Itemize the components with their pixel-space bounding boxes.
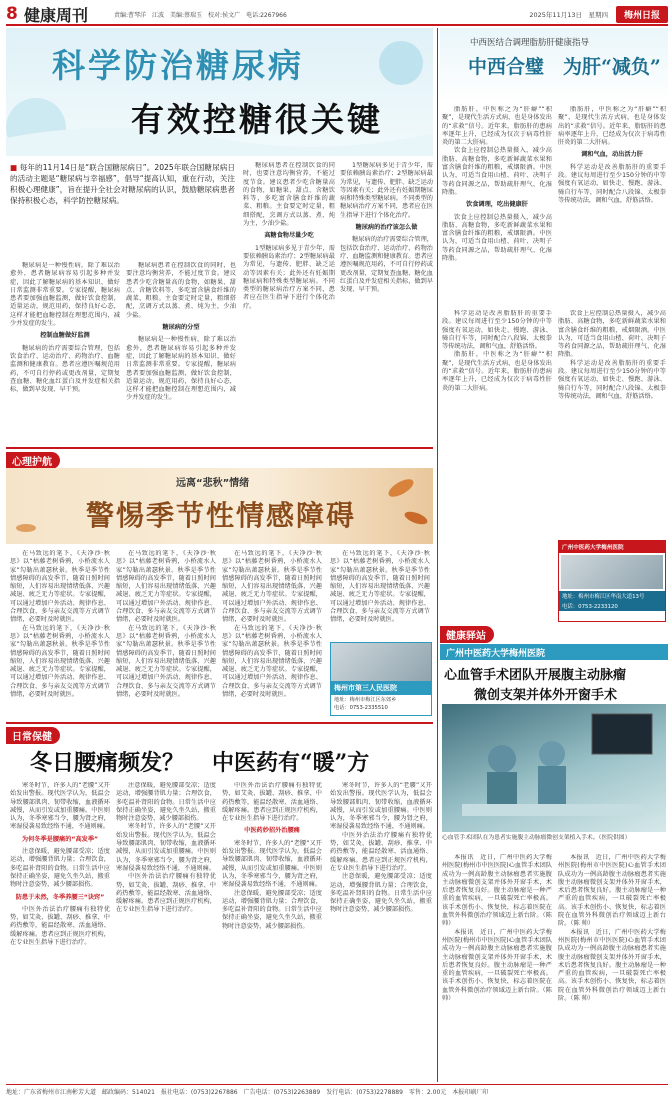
seasonal-col-2: 在马致远的笔下，《天净沙·秋思》以“枯藤老树昏鸦，小桥流水人家”勾勒出萧瑟秋景。秋季是季节性情感障碍的高发季节，随着日照时间缩短，人们容易出现情绪低落、兴趣减退、疲乏无力等症状。专家提醒，可以通过增加户外活动、规律作息、合理饮食、多与亲友交流等方式调节情绪，必要时及时就医。 在马致远的笔下，《天净沙·秋思》以“枯藤老树昏鸦，小桥流水人家”勾勒出萧瑟秋景。秋季是季节性情感障碍的高发季节，随着日照时间缩短，人们容易出现情绪低落、兴趣减退、疲乏无力等症状。专家提醒，可以通过增加户外活动、规律作息、合理饮食、多与亲友交流等方式调节情绪，必要时及时就医。 xyxy=(116,550,216,699)
tcm-title: 中西合璧 为肝“减负” xyxy=(468,56,661,78)
surgery-photo xyxy=(442,704,666,832)
seasonal-col-4: 在马致远的笔下，《天净沙·秋思》以“枯藤老树昏鸦，小桥流水人家”勾勒出萧瑟秋景。秋季是季节性情感障碍的高发季节，随着日照时间缩短，人们容易出现情绪低落、兴趣减退、疲乏无力等症状。专家提醒，可以通过增加户外活动、规律作息、合理饮食、多与亲友交流等方式调节情绪，必要时及时就医。 xyxy=(330,550,430,624)
winter-subhead-external: 中医药妙招外治腰痛 xyxy=(244,827,300,835)
lead-col-3: 1型糖尿病多见于青少年，需要依赖胰岛素治疗；2型糖尿病最为常见，与遗传、肥胖、缺乏运动等因素有关；此外还有妊娠期糖尿病和特殊类型糖尿病。不同类型的糖尿病治疗方案不同，患者应在医生指导下进行个体化治疗。 糖尿病的治疗该怎么做 糖尿病的治疗需要综合管理，包括饮食治疗、运动治疗、药物治疗、血糖监测和健康教育。患者应遵医嘱规范用药，不可自行停药或更改剂量，定期复查血糖、糖化血红蛋白及并发症相关指标，做到早发现、早干预。 xyxy=(340,162,433,294)
drop-cap-marker: ■ xyxy=(10,163,18,172)
footer-text: 地址：广东省梅州市江南彬芳大道 邮政编码：514021 报社电话：(0753)2267886 广告电话：(0753)2263889 发行电话：(0753)2278889 零售：2.00元 本报印刷厂印 xyxy=(6,1089,489,1096)
seasonal-divider xyxy=(6,447,433,449)
tcm-col-4: 饮食上应控制总热量摄入，减少高脂肪、高糖食物，多吃新鲜蔬菜水果和富含膳食纤维的粗粮，戒烟限酒。中医认为，可适当食用山楂、荷叶、决明子等药食同源之品，帮助疏肝理气、化湿降脂。 科学运动是改善脂肪肝的重要手段。建议每周进行至少150分钟的中等强度有氧运动，如快走、慢跑、游泳、骑自行车等，同时配合八段锦、太极拳等传统功法，调和气血，舒筋活络。 xyxy=(558,310,666,400)
seasonal-col-1: 在马致远的笔下，《天净沙·秋思》以“枯藤老树昏鸦，小桥流水人家”勾勒出萧瑟秋景。秋季是季节性情感障碍的高发季节，随着日照时间缩短，人们容易出现情绪低落、兴趣减退、疲乏无力等症状。专家提醒，可以通过增加户外活动、规律作息、合理饮食、多与亲友交流等方式调节情绪，必要时及时就医。 在马致远的笔下，《天净沙·秋思》以“枯藤老树昏鸦，小桥流水人家”勾勒出萧瑟秋景。秋季是季节性情感障碍的高发季节，随着日照时间缩短，人们容易出现情绪低落、兴趣减退、疲乏无力等症状。专家提醒，可以通过增加户外活动、规律作息、合理饮食、多与亲友交流等方式调节情绪，必要时及时就医。 xyxy=(10,550,110,699)
lead-title-1: 科学防治糖尿病 xyxy=(52,46,304,85)
tcm-hospital-ad xyxy=(558,540,666,622)
winter-subhead-tips: 防患于未然，冬季养腰三“诀窍” xyxy=(15,893,105,901)
seasonal-hospital-name: 梅州市第三人民医院 xyxy=(331,681,431,695)
seasonal-tag: 心理护航 xyxy=(6,452,60,469)
seasonal-banner xyxy=(6,468,433,544)
heart-hospital-banner: 广州中医药大学梅州医院 xyxy=(440,644,668,660)
tcm-kicker: 中西医结合调理脂肪肝健康指导 xyxy=(470,38,590,48)
heart-tag: 健康驿站 xyxy=(440,626,494,643)
heart-col-2: 本报讯 近日，广州中医药大学梅州医院(梅州市中医医院)心血管手术团队成功为一例高龄腹主动脉瘤患者实施腹主动脉瘤微创支架并体外开窗手术，术后患者恢复良好。腹主动脉瘤是一种严重的血管疾病，一旦破裂死亡率极高。该手术创伤小、恢复快，标志着医院在血管外科微创治疗领域迈上新台阶。（陈 帅） 本报讯 近日，广州中医药大学梅州医院(梅州市中医医院)心血管手术团队成功为一例高龄腹主动脉瘤患者实施腹主动脉瘤微创支架并体外开窗手术，术后患者恢复良好。腹主动脉瘤是一种严重的血管疾病，一旦破裂死亡率极高。该手术创伤小、恢复快，标志着医院在血管外科微创治疗领域迈上新台阶。（陈 帅） xyxy=(558,854,666,1003)
column-rule xyxy=(437,28,438,1082)
lead-subhead-sugar: 高糖食物尽量少吃 xyxy=(264,232,314,240)
masthead xyxy=(6,4,668,26)
tcm-subhead-diet: 饮食调理，吃出健康肝 xyxy=(466,201,528,209)
lead-subhead-treatment: 糖尿病的治疗该怎么做 xyxy=(355,224,418,232)
lead-banner xyxy=(6,28,433,156)
section-title: 健康周刊 xyxy=(24,5,89,25)
footer xyxy=(6,1084,668,1096)
tcm-header xyxy=(440,28,668,102)
winter-divider xyxy=(6,722,433,724)
issue-date: 2025年11月13日 星期四 xyxy=(529,10,608,19)
page-number: 8 xyxy=(6,4,18,24)
tcm-subhead-exercise: 调和气血，动出活力肝 xyxy=(581,151,643,159)
winter-col-1: 寒冬时节，许多人的“老腰”又开始发出警报。现代医学认为，低温会导致腰部肌肉、韧带收缩，血液循环减慢，从而引发或加重腰痛。中医则认为，冬季寒邪当令，腰为肾之府，寒湿侵袭易致经络不通，不通则痛。 为何冬季是腰痛的“高发季” 注意保暖，避免腰部受凉；适度运动，增强腰背肌力量；合理饮食，多吃温补肾阳的食物。日常生活中应保持正确坐姿，避免久坐久站，搬重物时注意姿势，减少腰部损伤。 防患于未然，冬季养腰三“诀窍” 中医外治法治疗腰痛有独特优势，如艾灸、拔罐、刮痧、推拿、中药热敷等，能温经散寒、活血通络、缓解疼痛。患者应到正规医疗机构，在专业医生指导下进行治疗。 xyxy=(10,782,110,947)
winter-tag: 日常保健 xyxy=(6,727,60,744)
winter-col-3: 中医外治法治疗腰痛有独特优势，如艾灸、拔罐、刮痧、推拿、中药热敷等，能温经散寒、活血通络、缓解疼痛。患者应到正规医疗机构，在专业医生指导下进行治疗。 中医药妙招外治腰痛 寒冬时节，许多人的“老腰”又开始发出警报。现代医学认为，低温会导致腰部肌肉、韧带收缩，血液循环减慢，从而引发或加重腰痛。中医则认为，冬季寒邪当令，腰为肾之府，寒湿侵袭易致经络不通，不通则痛。 注意保暖，避免腰部受凉；适度运动，增强腰背肌力量；合理饮食，多吃温补肾阳的食物。日常生活中应保持正确坐姿，避免久坐久站，搬重物时注意姿势，减少腰部损伤。 xyxy=(222,782,322,930)
credits: 责编:曹琴洋 江波 美编:蔡瑞玉 校对:侯文广 电话:2267966 xyxy=(114,11,287,19)
tcm-col-2: 脂肪肝，中医称之为“肝癖”“积聚”，是现代生活方式病，也是身体发出的“求救”信号。近年来，脂肪肝的患病率逐年上升，已经成为仅次于病毒性肝炎的第二大肝病。 调和气血，动出活力肝 科学运动是改善脂肪肝的重要手段。建议每周进行至少150分钟的中等强度有氧运动，如快走、慢跑、游泳、骑自行车等，同时配合八段锦、太极拳等传统功法，调和气血，舒筋活络。 xyxy=(558,106,666,204)
heart-col-1: 本报讯 近日，广州中医药大学梅州医院(梅州市中医医院)心血管手术团队成功为一例高龄腹主动脉瘤患者实施腹主动脉瘤微创支架并体外开窗手术，术后患者恢复良好。腹主动脉瘤是一种严重的血管疾病，一旦破裂死亡率极高。该手术创伤小、恢复快，标志着医院在血管外科微创治疗领域迈上新台阶。（陈 帅） 本报讯 近日，广州中医药大学梅州医院(梅州市中医医院)心血管手术团队成功为一例高龄腹主动脉瘤患者实施腹主动脉瘤微创支架并体外开窗手术，术后患者恢复良好。腹主动脉瘤是一种严重的血管疾病，一旦破裂死亡率极高。该手术创伤小、恢复快，标志着医院在血管外科微创治疗领域迈上新台阶。（陈 帅） xyxy=(442,854,552,1003)
winter-subhead-season: 为何冬季是腰痛的“高发季” xyxy=(21,835,99,843)
seasonal-hospital-address: 地址：梅州市梅江区东郊乡 xyxy=(334,697,397,703)
winter-title-1: 冬日腰痛频发？ xyxy=(30,750,185,776)
lead-subhead-types: 糖尿病的分型 xyxy=(162,324,200,332)
hospital-building-image xyxy=(331,643,431,681)
surgery-scene xyxy=(442,704,666,832)
tcm-hospital-address: 地址：梅州市梅江区华南大道13号 xyxy=(559,591,665,601)
tcm-hospital-name: 广州中医药大学梅州医院 xyxy=(559,541,665,553)
tcm-col-3: 科学运动是改善脂肪肝的重要手段。建议每周进行至少150分钟的中等强度有氧运动，如快走、慢跑、游泳、骑自行车等，同时配合八段锦、太极拳等传统功法，调和气血，舒筋活络。 脂肪肝，中医称之为“肝癖”“积聚”，是现代生活方式病，也是身体发出的“求救”信号。近年来，脂肪肝的患病率逐年上升，已经成为仅次于病毒性肝炎的第二大肝病。 xyxy=(442,310,552,392)
heart-title-1: 心血管手术团队开展腹主动脉瘤 xyxy=(444,668,627,683)
seasonal-hospital-tel: 电话：0753-2335510 xyxy=(334,705,388,711)
lead-col-2: 糖尿病患者在控制饮食的同时，也要注意均衡营养，不能过度节食。建议患者少吃含糖量高的食物，如糖果、甜点、含糖饮料等，多吃富含膳食纤维的蔬菜、粗粮。主食要定时定量，粗细搭配，烹调方式以蒸、煮、炖为主，少油少盐。 高糖食物尽量少吃 1型糖尿病多见于青少年，需要依赖胰岛素治疗；2型糖尿病最为常见，与遗传、肥胖、缺乏运动等因素有关；此外还有妊娠期糖尿病和特殊类型糖尿病。不同类型的糖尿病治疗方案不同，患者应在医生指导下进行个体化治疗。 xyxy=(243,162,335,310)
paper-logo: 梅州日报 xyxy=(616,6,668,23)
seasonal-hospital-ad xyxy=(330,642,432,716)
lead-col-1a: 糖尿病是一种慢性病，除了难以治愈外，患者糖尿病容易引起多种并发症，因此了解糖尿病的基本知识、做好日常监测非常重要。专家提醒，糖尿病患者要加强血糖监测，做好饮食控制，适量运动，规范用药，保持良好心态，这样才能把血糖控制在理想范围内，减少并发症的发生。 控制血糖做好监测 糖尿病的治疗需要综合管理，包括饮食治疗、运动治疗、药物治疗、血糖监测和健康教育。患者应遵医嘱规范用药，不可自行停药或更改剂量，定期复查血糖、糖化血红蛋白及并发症相关指标，做到早发现、早干预。 xyxy=(10,262,120,394)
tcm-hospital-tel: 电话：0753-2233120 xyxy=(559,601,665,611)
tcm-col-1: 脂肪肝，中医称之为“肝癖”“积聚”，是现代生活方式病，也是身体发出的“求救”信号。近年来，脂肪肝的患病率逐年上升，已经成为仅次于病毒性肝炎的第二大肝病。 饮食上应控制总热量摄入，减少高脂肪、高糖食物，多吃新鲜蔬菜水果和富含膳食纤维的粗粮，戒烟限酒。中医认为，可适当食用山楂、荷叶、决明子等药食同源之品，帮助疏肝理气、化湿降脂。 饮食调理，吃出健康肝 饮食上应控制总热量摄入，减少高脂肪、高糖食物，多吃新鲜蔬菜水果和富含膳食纤维的粗粮，戒烟限酒。中医认为，可适当食用山楂、荷叶、决明子等药食同源之品，帮助疏肝理气、化湿降脂。 xyxy=(442,106,552,263)
lead-title-2: 有效控糖很关键 xyxy=(131,100,383,139)
lead-col-1b: 糖尿病患者在控制饮食的同时，也要注意均衡营养，不能过度节食。建议患者少吃含糖量高的食物，如糖果、甜点、含糖饮料等，多吃富含膳食纤维的蔬菜、粗粮。主食要定时定量，粗细搭配，烹调方式以蒸、煮、炖为主，少油少盐。 糖尿病的分型 糖尿病是一种慢性病，除了难以治愈外，患者糖尿病容易引起多种并发症，因此了解糖尿病的基本知识、做好日常监测非常重要。专家提醒，糖尿病患者要加强血糖监测，做好饮食控制，适量运动，规范用药，保持良好心态，这样才能把血糖控制在理想范围内，减少并发症的发生。 xyxy=(126,262,236,402)
lead-subhead-monitor: 控制血糖做好监测 xyxy=(40,332,90,340)
heart-title-2: 微创支架并体外开窗手术 xyxy=(474,688,618,703)
seasonal-title: 警惕季节性情感障碍 xyxy=(86,499,357,532)
winter-title-2: 中医药有“暖”方 xyxy=(212,750,370,776)
surgery-photo-caption: 心血管手术团队在为患者实施腹主动脉瘤微创支架植入手术。（医院供图） xyxy=(442,835,631,841)
winter-col-4: 寒冬时节，许多人的“老腰”又开始发出警报。现代医学认为，低温会导致腰部肌肉、韧带收缩，血液循环减慢，从而引发或加重腰痛。中医则认为，冬季寒邪当令，腰为肾之府，寒湿侵袭易致经络不通，不通则痛。 中医外治法治疗腰痛有独特优势，如艾灸、拔罐、刮痧、推拿、中药热敷等，能温经散寒、活血通络、缓解疼痛。患者应到正规医疗机构，在专业医生指导下进行治疗。 注意保暖，避免腰部受凉；适度运动，增强腰背肌力量；合理饮食，多吃温补肾阳的食物。日常生活中应保持正确坐姿，避免久坐久站，搬重物时注意姿势，减少腰部损伤。 xyxy=(330,782,432,914)
seasonal-col-3: 在马致远的笔下，《天净沙·秋思》以“枯藤老树昏鸦，小桥流水人家”勾勒出萧瑟秋景。秋季是季节性情感障碍的高发季节，随着日照时间缩短，人们容易出现情绪低落、兴趣减退、疲乏无力等症状。专家提醒，可以通过增加户外活动、规律作息、合理饮食、多与亲友交流等方式调节情绪，必要时及时就医。 在马致远的笔下，《天净沙·秋思》以“枯藤老树昏鸦，小桥流水人家”勾勒出萧瑟秋景。秋季是季节性情感障碍的高发季节，随着日照时间缩短，人们容易出现情绪低落、兴趣减退、疲乏无力等症状。专家提醒，可以通过增加户外活动、规律作息、合理饮食、多与亲友交流等方式调节情绪，必要时及时就医。 xyxy=(222,550,322,699)
lead-intro: ■ 每年的11月14日是“联合国糖尿病日”。2025年联合国糖尿病日的活动主题是“糖尿病与幸福感”，倡导“提高认知，重在行动，关注积极心理健康”，旨在提升全社会对糖尿病的认识，鼓励糖尿病患者保持积极心态，科学防控糖尿病。 xyxy=(10,163,235,205)
hospital-building-image xyxy=(561,555,663,589)
winter-col-2: 注意保暖，避免腰部受凉；适度运动，增强腰背肌力量；合理饮食，多吃温补肾阳的食物。日常生活中应保持正确坐姿，避免久坐久站，搬重物时注意姿势，减少腰部损伤。 寒冬时节，许多人的“老腰”又开始发出警报。现代医学认为，低温会导致腰部肌肉、韧带收缩，血液循环减慢，从而引发或加重腰痛。中医则认为，冬季寒邪当令，腰为肾之府，寒湿侵袭易致经络不通，不通则痛。 中医外治法治疗腰痛有独特优势，如艾灸、拔罐、刮痧、推拿、中药热敷等，能温经散寒、活血通络、缓解疼痛。患者应到正规医疗机构，在专业医生指导下进行治疗。 xyxy=(116,782,216,914)
seasonal-kicker: 远离“悲秋”情绪 xyxy=(176,478,250,489)
